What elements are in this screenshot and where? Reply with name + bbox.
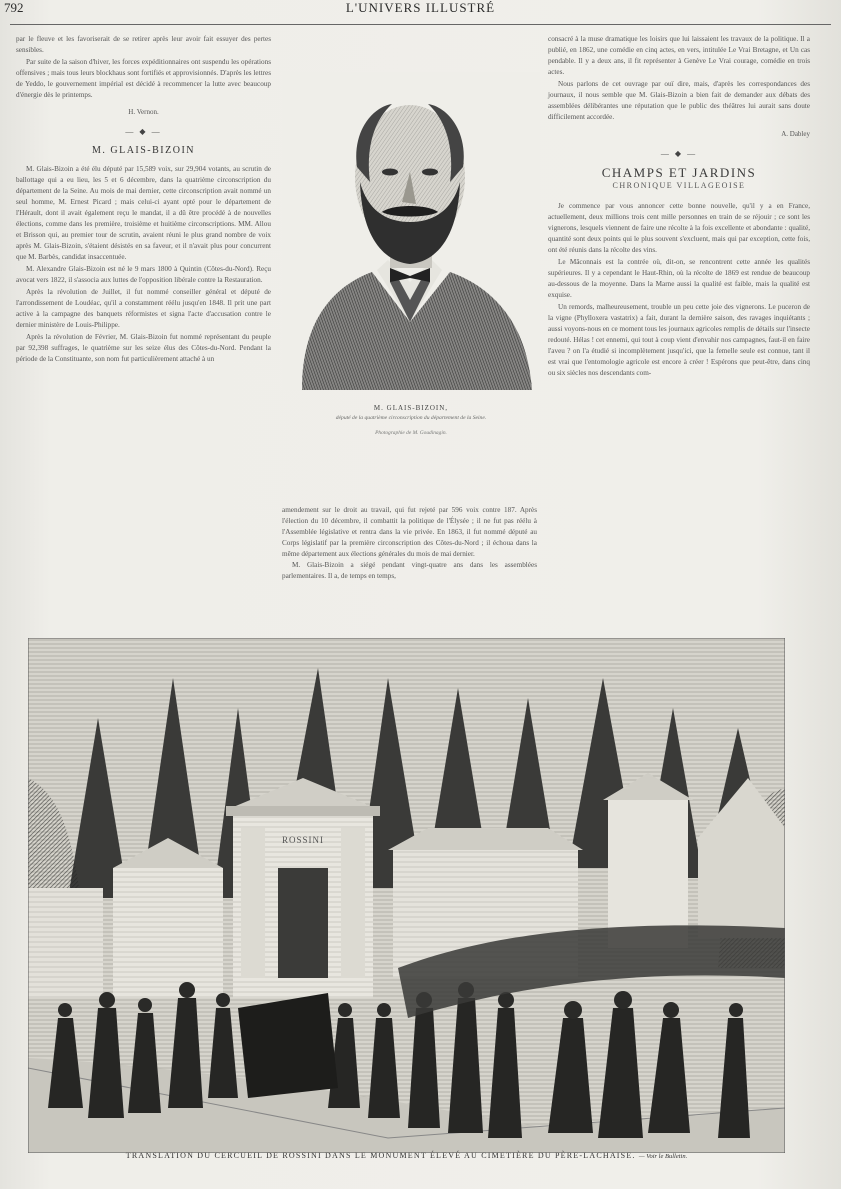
paragraph: Par suite de la saison d'hiver, les forces expéditionnaires ont suspendu les opérations offensives ; mais tous leurs blockhaus sont fortifiés et approvisionnés. D'après les lettres de Yeddo, le gouvernement impérial est décidé à recommencer la lutte avec beaucoup d'énergie dès le printemps. [16,58,271,99]
paragraph: Je commence par vous annoncer cette bonne nouvelle, qu'il y a en France, actuellement, deux millions trois cent mille personnes en train de se réjouir ; ce sont les vignerons, lesquels viennent de faire une récolte à la fois excellente et abondante : qualité, quantité sont deux points qui le plus souvent s'excluent, mais qui par exception, cette fois, ont été réunis dans la récolte des vins. [548,202,810,254]
column-right [548,34,810,380]
header-rule [10,24,831,25]
page-number: 792 [4,0,24,15]
column-left [16,34,271,366]
tomb-inscription: ROSSINI [281,835,325,845]
ornament-divider: — ◆ — [660,149,698,158]
paragraph: par le fleuve et les favoriserait de se retirer après leur avoir fait essuyer des pertes sensibles. [16,35,271,54]
paragraph: consacré à la muse dramatique les loisirs que lui laissaient les travaux de la politique. Il a publié, en 1862, une comédie en cinq actes, en vers, intitulée Le Vrai Bretagne, et Un cas pendable. Il y a deux ans, il fit représenter à Genève Le Vrai courage, comédie en trois actes. [548,35,810,76]
page-header [0,0,841,26]
caption-text: TRANSLATION DU CERCUEIL DE ROSSINI DANS LE MONUMENT ÉLEVÉ AU CIMETIÈRE DU PÈRE-LACHAISE. [125,1151,636,1160]
paragraph: M. Alexandre Glais-Bizoin est né le 9 mars 1800 à Quintin (Côtes-du-Nord). Reçu avocat vers 1822, il s'associa aux luttes de l'opposition libérale contre la Restauration. [16,265,271,284]
funeral-engraving [28,638,785,1153]
signature: H. Vernon. [128,108,159,116]
engraving-caption [28,1151,785,1160]
paragraph: Après la révolution de Juillet, il fut nommé conseiller général et député de l'arrondissement de Loudéac, qu'il a constamment réélu jusqu'en 1848. Il prit une part active à la campagne des banquets réformistes et signa l'acte d'accusation contre le dernier ministère de Louis-Philippe. [16,288,271,329]
paragraph: Après la révolution de Février, M. Glais-Bizoin fut nommé représentant du peuple par 92,398 suffrages, le quatrième sur les seize élus des Côtes-du-Nord. Pendant la période de la Constituante, son nom fut particulièrement attaché à un [16,333,271,363]
paragraph: Le Mâconnais est la contrée où, dit-on, se rencontrent cette année les qualités supérieures. Il y a cependant le Haut-Rhin, où la récolte de 1869 est rendue de beaucoup au-dessous de la moyenne. Dans la Marne aussi la qualité est faible, mais la qualité est exquise. [548,258,810,299]
caption-note: — Voir le Bulletin. [638,1153,688,1160]
paragraph: M. Glais-Bizoin a été élu député par 15,589 voix, sur 29,904 votants, au scrutin de ballottage qui a eu lieu, les 5 et 6 décembre, dans la quatrième circonscription du département de la Seine. Au mois de mai dernier, cette circonscription avait nommé un seul homme, M. Ernest Picard ; mais celui-ci ayant opté pour le département de l'Hérault, dont il avait également reçu le mandat, il a dû être procédé à de nouvelles élections, comme dans les première, troisième et huitième circonscriptions. MM. Allou et Brisson qui, au premier tour de scrutin, avaient réuni le plus grand nombre de voix après M. Glais-Bizoin, s'étaient désistés en sa faveur, et il n'avait plus pour concurrent que M. Barbès, candidat insaccentuée. [16,165,271,261]
paragraph: M. Glais-Bizoin a siégé pendant vingt-quatre ans dans les assemblées parlementaires. Il a, de temps en temps, [282,561,537,580]
article-title: M. GLAIS-BIZOIN [91,145,196,156]
section-title: CHAMPS ET JARDINS [601,165,757,180]
portrait-caption-description: député de la quatrième circonscription du département de la Seine. [335,415,487,421]
ornament-divider: — ◆ — [125,127,162,136]
coffin [238,993,338,1098]
paragraph: amendement sur le droit au travail, qui fut rejeté par 596 voix contre 187. Après l'élection du 10 décembre, il combattit la politique de l'Élysée ; il ne fut pas réélu à l'Assemblée législative et rentra dans la vie privée. En 1863, il fut nommé député au Corps législatif par la première circonscription des Côtes-du-Nord ; il échoua dans la même département aux élections générales du mois de mai dernier. [282,506,537,558]
rossini-monument [226,778,380,998]
signature: A. Dabley [781,130,810,138]
section-subtitle: CHRONIQUE VILLAGEOISE [612,181,746,190]
journal-title: L'UNIVERS ILLUSTRÉ [345,0,496,15]
portrait-engraving [282,72,540,390]
paragraph: Nous parlons de cet ouvrage par ouï dire, mais, d'après les correspondances des journaux, il nous semble que M. Glais-Bizoin a bien fait de demander aux débats des assemblées délibérantes une réputation que le public des théâtres lui aurait sans doute difficilement accordée. [548,80,810,121]
paragraph: Un remords, malheureusement, trouble un peu cette joie des vignerons. Le puceron de la vigne (Phylloxera vastatrix) a fait, durant la dernière saison, des ravages inquiétants ; aussi voyons-nous en ce moment tous les journaux agricoles remplis de détails sur l'insecte redouté. Hélas ! cet ennemi, qui tout à coup vient d'envahir nos campagnes, faut-il en faire l'aveu ? on l'a étudié si incomplètement jusqu'ici, que la femelle seule est connue, tant il est vrai que l'entomologie agricole est encore à créer ! Espérons que peut-être, dans cinq ou six siècles nos descendants com- [548,303,810,377]
portrait-photo-credit: Photographie de M. Goudinagin. [375,430,447,436]
column-middle-bottom [282,505,537,582]
portrait-caption-name: M. GLAIS-BIZOIN, [373,404,449,412]
